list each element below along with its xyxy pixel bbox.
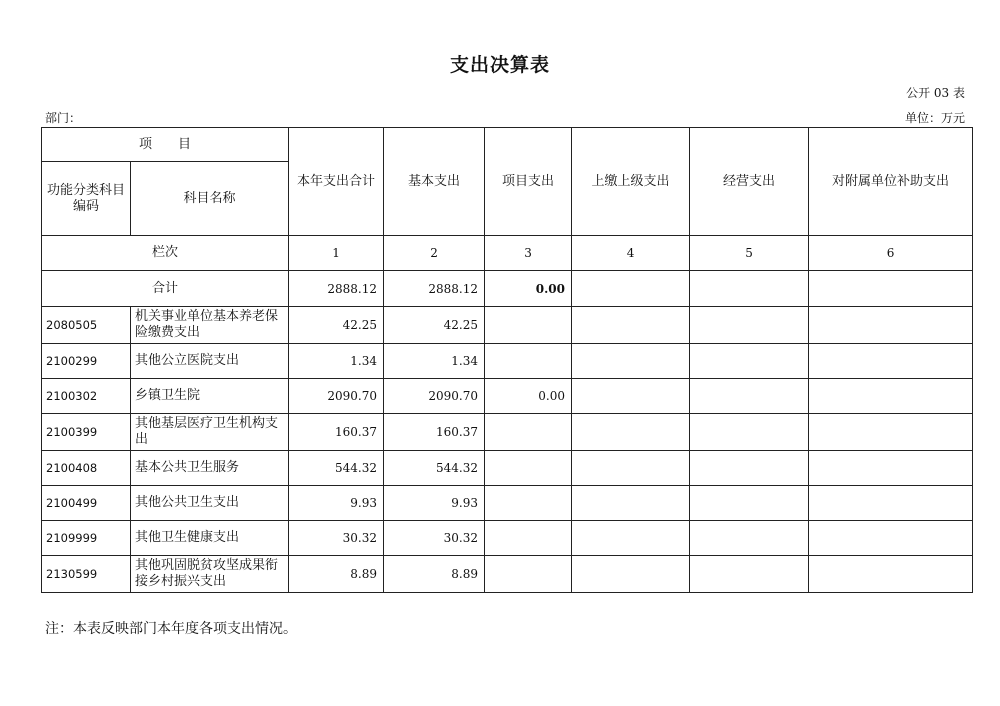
table-row xyxy=(42,521,973,556)
row-operating xyxy=(690,486,809,521)
summary-row xyxy=(42,271,973,307)
row-upper xyxy=(572,344,690,379)
row-subsidy xyxy=(809,521,973,556)
row-operating xyxy=(690,521,809,556)
summary-subsidy xyxy=(809,271,973,307)
row-name: 其他卫生健康支出 xyxy=(131,521,289,556)
row-basic: 2090.70 xyxy=(384,379,485,414)
row-code: 2100302 xyxy=(42,379,131,414)
row-total: 9.93 xyxy=(289,486,384,521)
column-number: 1 xyxy=(289,236,384,271)
summary-operating xyxy=(690,271,809,307)
row-code: 2080505 xyxy=(42,307,131,344)
row-total: 544.32 xyxy=(289,451,384,486)
row-project xyxy=(485,486,572,521)
table-row xyxy=(42,379,973,414)
row-code: 2100399 xyxy=(42,414,131,451)
header-name: 科目名称 xyxy=(131,162,289,236)
row-total: 8.89 xyxy=(289,556,384,593)
row-project: 0.00 xyxy=(485,379,572,414)
row-project xyxy=(485,307,572,344)
row-project xyxy=(485,414,572,451)
row-name: 其他巩固脱贫攻坚成果衔接乡村振兴支出 xyxy=(131,556,289,593)
table-row xyxy=(42,344,973,379)
row-basic: 30.32 xyxy=(384,521,485,556)
row-name: 其他基层医疗卫生机构支出 xyxy=(131,414,289,451)
row-name: 乡镇卫生院 xyxy=(131,379,289,414)
row-operating xyxy=(690,344,809,379)
row-subsidy xyxy=(809,379,973,414)
column-number-label: 栏次 xyxy=(42,236,289,271)
row-subsidy xyxy=(809,486,973,521)
table-row xyxy=(42,451,973,486)
header-subsidy: 对附属单位补助支出 xyxy=(809,128,973,236)
row-operating xyxy=(690,556,809,593)
row-total: 1.34 xyxy=(289,344,384,379)
column-number: 3 xyxy=(485,236,572,271)
row-operating xyxy=(690,414,809,451)
row-name: 基本公共卫生服务 xyxy=(131,451,289,486)
header-basic: 基本支出 xyxy=(384,128,485,236)
row-subsidy xyxy=(809,414,973,451)
row-upper xyxy=(572,486,690,521)
row-project xyxy=(485,451,572,486)
row-basic: 8.89 xyxy=(384,556,485,593)
row-operating xyxy=(690,451,809,486)
row-project xyxy=(485,556,572,593)
row-upper xyxy=(572,379,690,414)
row-operating xyxy=(690,379,809,414)
header-upper: 上缴上级支出 xyxy=(572,128,690,236)
row-upper xyxy=(572,414,690,451)
department-label: 部门： xyxy=(45,111,82,125)
table-row xyxy=(42,486,973,521)
column-number: 2 xyxy=(384,236,485,271)
table-row xyxy=(42,556,973,593)
row-subsidy xyxy=(809,451,973,486)
header-project: 项目支出 xyxy=(485,128,572,236)
column-number-row xyxy=(42,236,973,271)
row-code: 2100299 xyxy=(42,344,131,379)
summary-basic: 2888.12 xyxy=(384,271,485,307)
table-row xyxy=(42,307,973,344)
column-number: 4 xyxy=(572,236,690,271)
row-code: 2130599 xyxy=(42,556,131,593)
column-number: 5 xyxy=(690,236,809,271)
row-name: 机关事业单位基本养老保险缴费支出 xyxy=(131,307,289,344)
summary-total: 2888.12 xyxy=(289,271,384,307)
row-subsidy xyxy=(809,344,973,379)
page-title: 支出决算表 xyxy=(449,54,550,76)
row-name: 其他公共卫生支出 xyxy=(131,486,289,521)
form-number: 公开 03 表 xyxy=(906,86,965,100)
row-total: 2090.70 xyxy=(289,379,384,414)
row-project xyxy=(485,521,572,556)
row-basic: 1.34 xyxy=(384,344,485,379)
column-number: 6 xyxy=(809,236,973,271)
row-basic: 160.37 xyxy=(384,414,485,451)
row-code: 2100499 xyxy=(42,486,131,521)
row-upper xyxy=(572,451,690,486)
row-total: 42.25 xyxy=(289,307,384,344)
row-basic: 9.93 xyxy=(384,486,485,521)
row-basic: 42.25 xyxy=(384,307,485,344)
unit-label: 单位：万元 xyxy=(904,111,965,125)
row-name: 其他公立医院支出 xyxy=(131,344,289,379)
row-upper xyxy=(572,556,690,593)
row-operating xyxy=(690,307,809,344)
table-row xyxy=(42,414,973,451)
summary-project: 0.00 xyxy=(485,271,572,307)
row-subsidy xyxy=(809,307,973,344)
footnote: 注：本表反映部门本年度各项支出情况。 xyxy=(45,621,297,637)
header-item: 项 目 xyxy=(42,128,289,162)
row-total: 30.32 xyxy=(289,521,384,556)
row-project xyxy=(485,344,572,379)
row-code: 2100408 xyxy=(42,451,131,486)
row-upper xyxy=(572,521,690,556)
header-code: 功能分类科目编码 xyxy=(42,162,131,236)
row-code: 2109999 xyxy=(42,521,131,556)
header-total: 本年支出合计 xyxy=(289,128,384,236)
row-subsidy xyxy=(809,556,973,593)
row-upper xyxy=(572,307,690,344)
summary-label: 合计 xyxy=(42,271,289,307)
expenditure-table xyxy=(41,127,973,593)
row-total: 160.37 xyxy=(289,414,384,451)
row-basic: 544.32 xyxy=(384,451,485,486)
summary-upper xyxy=(572,271,690,307)
header-operating: 经营支出 xyxy=(690,128,809,236)
